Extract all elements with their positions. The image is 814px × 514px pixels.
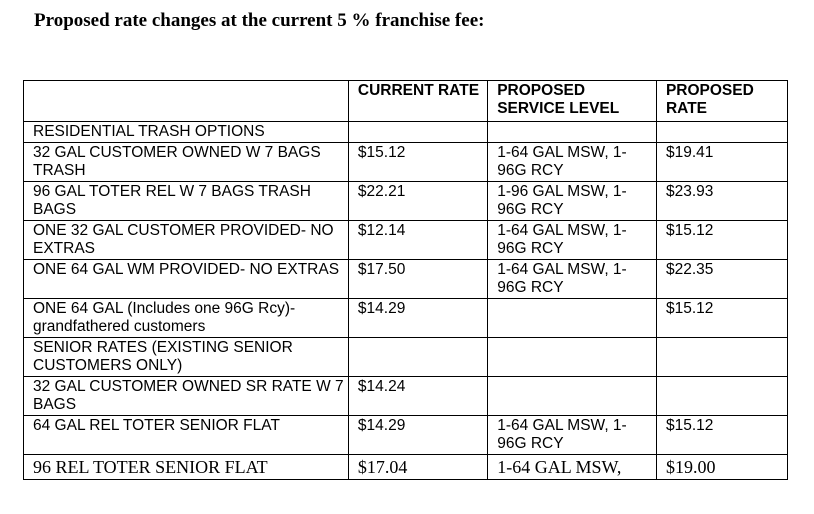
- page-heading: Proposed rate changes at the current 5 % franchise fee:: [34, 10, 485, 31]
- description-cell: ONE 64 GAL WM PROVIDED- NO EXTRAS: [24, 260, 349, 299]
- proposed-rate-cell: [656, 338, 787, 377]
- table-row: [24, 377, 788, 416]
- proposed-rate-cell: $15.12: [656, 299, 787, 338]
- current-rate-cell: $17.50: [348, 260, 487, 299]
- current-rate-cell: $15.12: [348, 143, 487, 182]
- section-title: SENIOR RATES (EXISTING SENIOR CUSTOMERS ONLY): [24, 338, 349, 377]
- section-title: RESIDENTIAL TRASH OPTIONS: [24, 122, 349, 143]
- description-cell: 32 GAL CUSTOMER OWNED W 7 BAGS TRASH: [24, 143, 349, 182]
- service-level-cell: 1-96 GAL MSW, 1-96G RCY: [488, 182, 657, 221]
- service-level-cell: 1-64 GAL MSW,: [488, 455, 657, 480]
- table-row: [24, 299, 788, 338]
- service-level-cell: [488, 377, 657, 416]
- current-rate-cell: [348, 122, 487, 143]
- description-cell: 64 GAL REL TOTER SENIOR FLAT: [24, 416, 349, 455]
- current-rate-cell: $12.14: [348, 221, 487, 260]
- table-row: [24, 221, 788, 260]
- description-cell: 96 REL TOTER SENIOR FLAT: [24, 455, 349, 480]
- table-row: [24, 260, 788, 299]
- description-cell: 32 GAL CUSTOMER OWNED SR RATE W 7 BAGS: [24, 377, 349, 416]
- proposed-rate-cell: $19.00: [656, 455, 787, 480]
- service-level-cell: [488, 122, 657, 143]
- proposed-rate-cell: $15.12: [656, 416, 787, 455]
- current-rate-cell: $14.24: [348, 377, 487, 416]
- table-row: [24, 455, 788, 480]
- service-level-cell: 1-64 GAL MSW, 1-96G RCY: [488, 143, 657, 182]
- current-rate-cell: $22.21: [348, 182, 487, 221]
- proposed-rate-cell: [656, 377, 787, 416]
- proposed-rate-cell: $22.35: [656, 260, 787, 299]
- proposed-rate-cell: $19.41: [656, 143, 787, 182]
- description-cell: ONE 32 GAL CUSTOMER PROVIDED- NO EXTRAS: [24, 221, 349, 260]
- proposed-rate-cell: [656, 122, 787, 143]
- service-level-cell: 1-64 GAL MSW, 1-96G RCY: [488, 260, 657, 299]
- header-proposed-service-level: PROPOSED SERVICE LEVEL: [488, 81, 657, 122]
- service-level-cell: 1-64 GAL MSW, 1-96G RCY: [488, 416, 657, 455]
- current-rate-cell: $17.04: [348, 455, 487, 480]
- header-proposed-rate: PROPOSED RATE: [656, 81, 787, 122]
- rate-table: [23, 80, 788, 480]
- table-row: [24, 143, 788, 182]
- table-row: [24, 182, 788, 221]
- section-row: [24, 122, 788, 143]
- service-level-cell: 1-64 GAL MSW, 1-96G RCY: [488, 221, 657, 260]
- service-level-cell: [488, 338, 657, 377]
- current-rate-cell: [348, 338, 487, 377]
- header-description: [24, 81, 349, 122]
- service-level-cell: [488, 299, 657, 338]
- header-current-rate: CURRENT RATE: [348, 81, 487, 122]
- table-row: [24, 416, 788, 455]
- table-header-row: [24, 81, 788, 122]
- proposed-rate-cell: $15.12: [656, 221, 787, 260]
- current-rate-cell: $14.29: [348, 416, 487, 455]
- proposed-rate-cell: $23.93: [656, 182, 787, 221]
- current-rate-cell: $14.29: [348, 299, 487, 338]
- section-row: [24, 338, 788, 377]
- description-cell: ONE 64 GAL (Includes one 96G Rcy)- grandfathered customers: [24, 299, 349, 338]
- description-cell: 96 GAL TOTER REL W 7 BAGS TRASH BAGS: [24, 182, 349, 221]
